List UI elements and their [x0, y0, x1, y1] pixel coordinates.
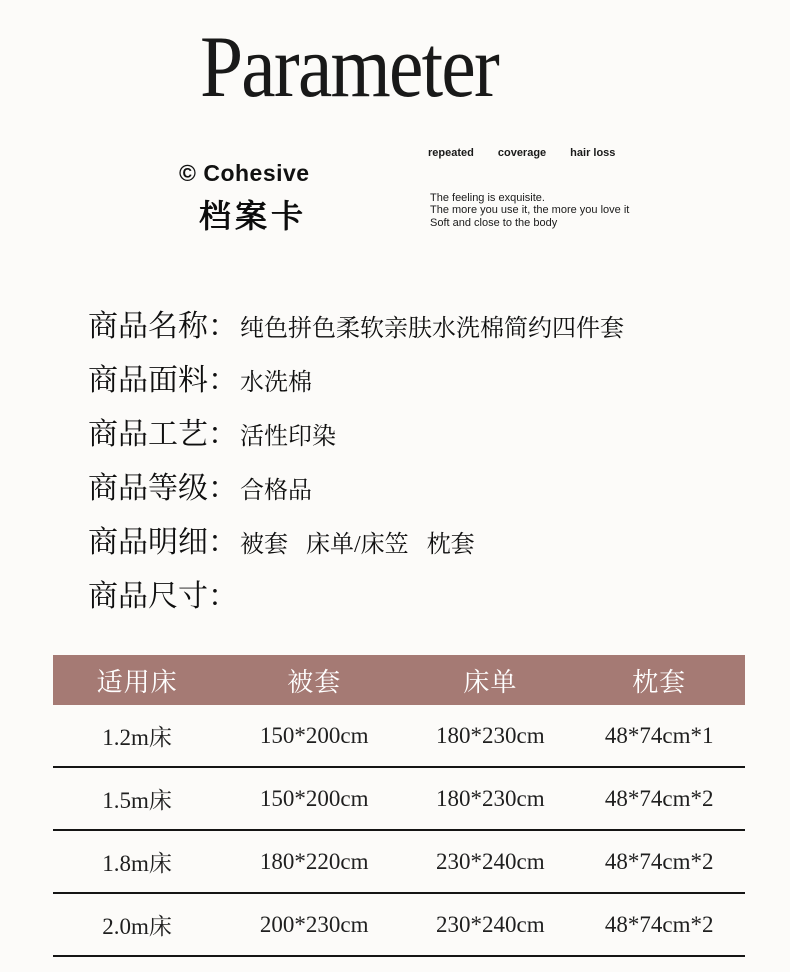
table-row: [53, 893, 745, 956]
keyword-hair-loss: hair loss: [570, 147, 616, 159]
cell-pillowcase: 48*74cm*2: [573, 767, 745, 830]
cell-bed: 1.5m床: [53, 767, 221, 830]
detail-label: 商品等级：: [88, 472, 238, 505]
column-header-pillowcase: 枕套: [573, 655, 745, 705]
cell-duvet-cover: 150*200cm: [221, 705, 407, 767]
cell-sheet: 180*230cm: [407, 705, 573, 767]
size-table-header: [53, 655, 745, 705]
size-table-body: [53, 705, 745, 956]
detail-value: 纯色拼色柔软亲肤水洗棉简约四件套: [240, 316, 624, 342]
cell-pillowcase: 48*74cm*2: [573, 893, 745, 956]
detail-row-grade: [88, 472, 624, 505]
cell-bed: 2.0m床: [53, 893, 221, 956]
cell-sheet: 230*240cm: [407, 830, 573, 893]
detail-row-size: [88, 580, 624, 613]
column-header-bed: 适用床: [53, 655, 221, 705]
keyword-coverage: coverage: [497, 147, 547, 159]
table-row: [53, 705, 745, 767]
detail-label: 商品明细：: [88, 526, 238, 559]
detail-label: 商品名称：: [88, 310, 238, 343]
detail-label: 商品工艺：: [88, 418, 238, 451]
detail-value: 合格品: [240, 478, 312, 504]
detail-row-fabric: [88, 364, 624, 397]
cell-duvet-cover: 200*230cm: [221, 893, 407, 956]
cell-sheet: 230*240cm: [407, 893, 573, 956]
detail-row-craft: [88, 418, 624, 451]
card-label: 档案卡: [199, 198, 308, 234]
table-row: [53, 830, 745, 893]
tagline: [430, 192, 629, 229]
cell-sheet: 180*230cm: [407, 767, 573, 830]
detail-row-name: [88, 310, 624, 343]
tagline-line-3: Soft and close to the body: [430, 216, 558, 229]
detail-value: 被套 床单/床笠 枕套: [240, 532, 475, 558]
brand-name: © Cohesive: [179, 160, 310, 186]
column-header-sheet: 床单: [407, 655, 573, 705]
cell-pillowcase: 48*74cm*1: [573, 705, 745, 767]
detail-value: 水洗棉: [240, 370, 312, 396]
feature-keywords: [428, 147, 615, 159]
product-details: [88, 310, 624, 634]
cell-bed: 1.8m床: [53, 830, 221, 893]
table-row: [53, 767, 745, 830]
header-row: [53, 655, 745, 705]
cell-bed: 1.2m床: [53, 705, 221, 767]
detail-label: 商品尺寸：: [88, 580, 238, 613]
cell-pillowcase: 48*74cm*2: [573, 830, 745, 893]
page-title: Parameter: [200, 19, 499, 116]
detail-value: 活性印染: [240, 424, 336, 450]
column-header-duvet-cover: 被套: [221, 655, 407, 705]
size-table: [53, 655, 745, 957]
keyword-repeated: repeated: [428, 147, 474, 159]
detail-row-items: [88, 526, 624, 559]
cell-duvet-cover: 150*200cm: [221, 767, 407, 830]
tagline-line-1: The feeling is exquisite.: [430, 192, 545, 204]
detail-label: 商品面料：: [88, 364, 238, 397]
tagline-line-2: The more you use it, the more you love it: [430, 204, 630, 217]
cell-duvet-cover: 180*220cm: [221, 830, 407, 893]
